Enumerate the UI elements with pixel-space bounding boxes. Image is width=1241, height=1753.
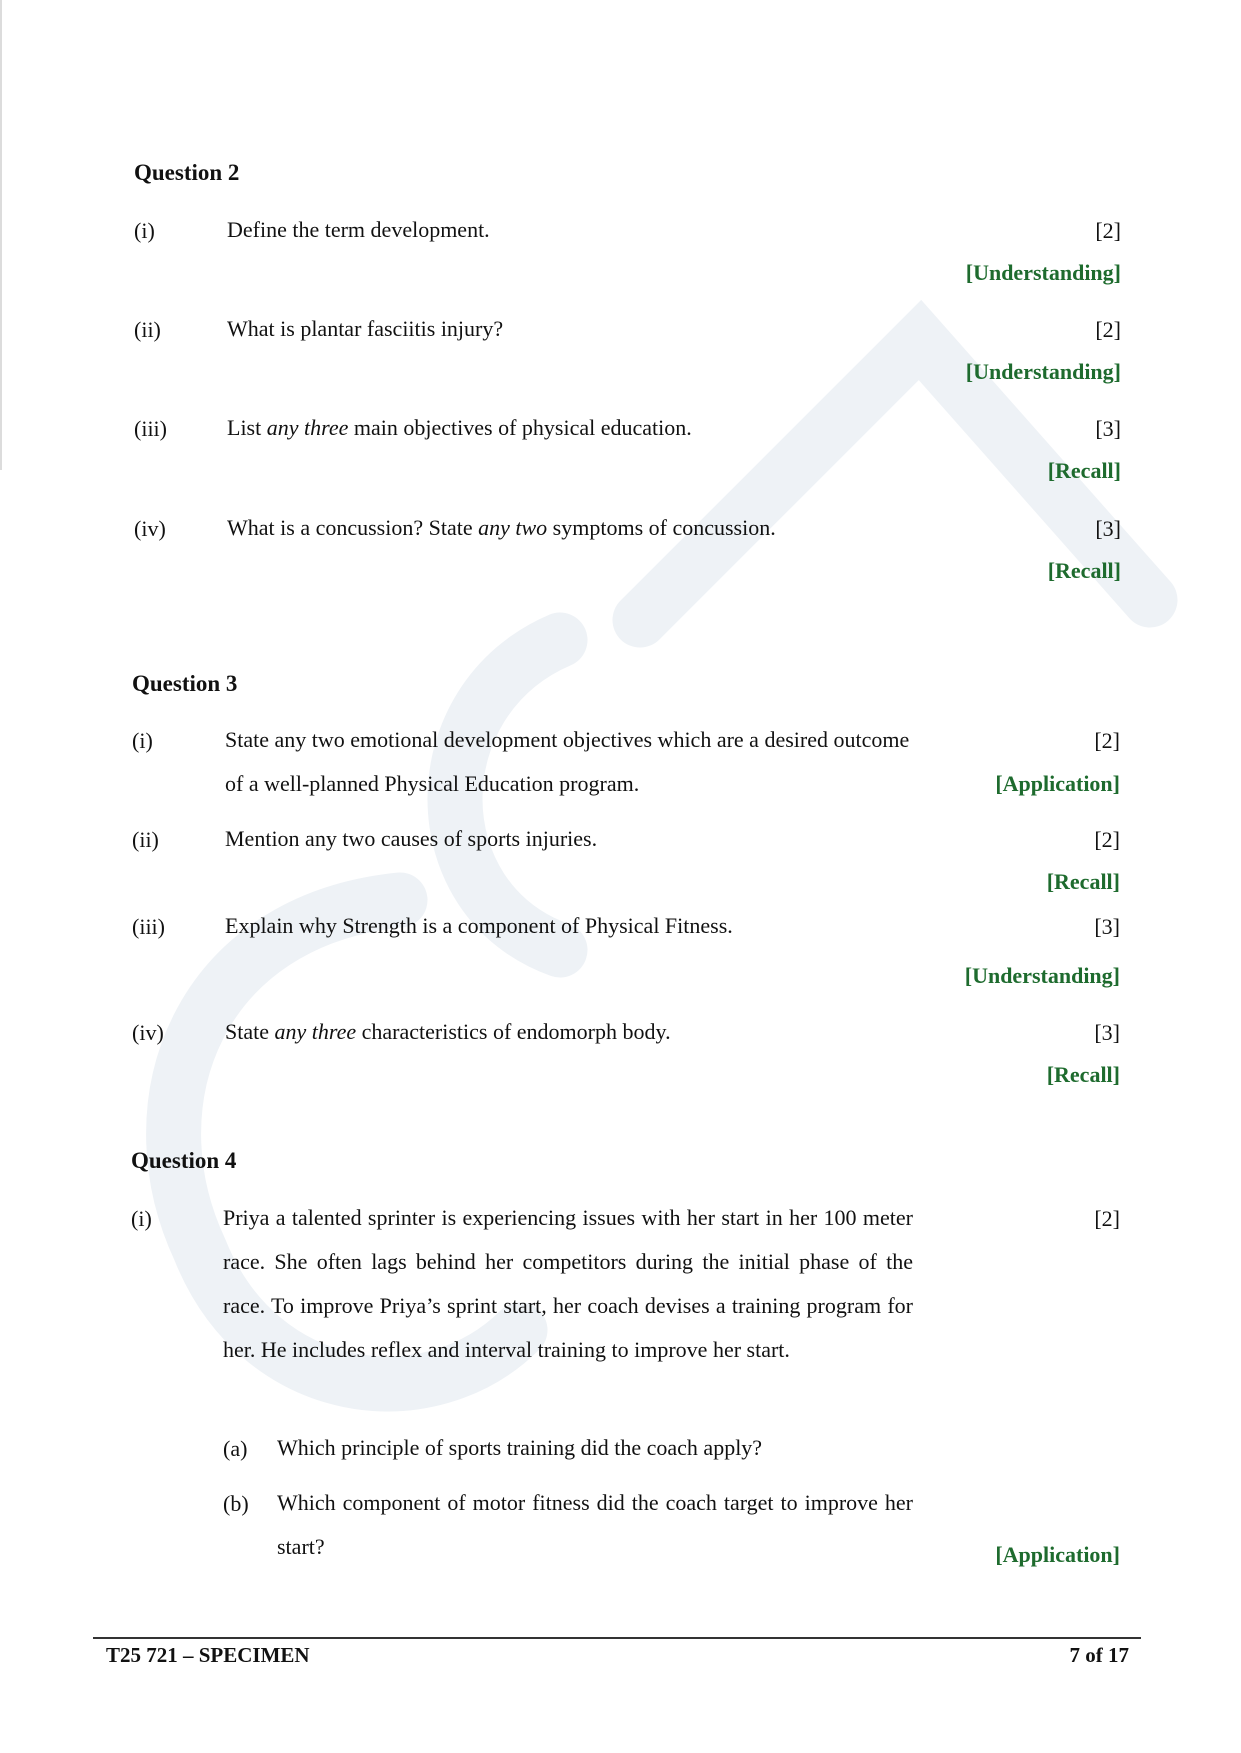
cognitive-level: [Recall]	[1046, 869, 1120, 894]
question-4-heading: Question 4	[131, 1148, 237, 1173]
question-2-heading: Question 2	[134, 160, 240, 185]
marks: [3]	[1095, 416, 1121, 441]
question-text: State any three characteristics of endomorph body.	[225, 1019, 671, 1044]
marks: [3]	[1094, 914, 1120, 939]
part-number: (i)	[131, 1206, 152, 1231]
question-3-heading: Question 3	[132, 671, 238, 696]
page-number: 7 of 17	[1069, 1643, 1129, 1667]
question-text: Define the term development.	[227, 217, 490, 242]
part-number: (i)	[134, 218, 155, 243]
question-text: Mention any two causes of sports injuries.	[225, 826, 598, 851]
question-text: List any three main objectives of physical education.	[227, 415, 692, 440]
part-number: (iv)	[134, 516, 166, 541]
part-number: (ii)	[132, 827, 159, 852]
marks: [2]	[1095, 218, 1121, 243]
cognitive-level: [Understanding]	[965, 359, 1121, 384]
marks: [3]	[1094, 1020, 1120, 1045]
question-text: State any two emotional development objectives which are a desired outcome of a well-planned Physical Education program.	[225, 727, 910, 796]
marks: [2]	[1094, 1206, 1120, 1231]
marks: [2]	[1094, 728, 1120, 753]
part-number: (ii)	[134, 317, 161, 342]
part-number: (iii)	[134, 416, 167, 441]
marks: [3]	[1095, 516, 1121, 541]
page-edge-line	[0, 0, 2, 470]
cognitive-level: [Understanding]	[965, 260, 1121, 285]
footer-divider	[93, 1637, 1141, 1639]
subpart-text: Which component of motor fitness did the coach target to improve her start?	[277, 1490, 913, 1559]
case-study-text: Priya a talented sprinter is experiencing issues with her start in her 100 meter race. She often lags behind her competitors during the initial phase of the race. To improve Priya’s sprint start, her coach devises a training program for her. He includes reflex and interval training to improve her start.	[223, 1205, 913, 1362]
part-number: (iii)	[132, 914, 165, 939]
cognitive-level: [Application]	[995, 771, 1120, 796]
cognitive-level: [Understanding]	[964, 963, 1120, 988]
subpart-text: Which principle of sports training did the coach apply?	[277, 1435, 763, 1460]
question-text: What is a concussion? State any two symptoms of concussion.	[227, 515, 776, 540]
cognitive-level: [Recall]	[1047, 558, 1121, 583]
question-text: Explain why Strength is a component of Physical Fitness.	[225, 913, 733, 938]
subpart-number: (b)	[223, 1491, 249, 1516]
cognitive-level: [Application]	[995, 1542, 1120, 1567]
paper-code: T25 721 – SPECIMEN	[106, 1643, 310, 1667]
marks: [2]	[1094, 827, 1120, 852]
subpart-number: (a)	[223, 1436, 248, 1461]
cognitive-level: [Recall]	[1046, 1062, 1120, 1087]
question-text: What is plantar fasciitis injury?	[227, 316, 504, 341]
cognitive-level: [Recall]	[1047, 458, 1121, 483]
part-number: (iv)	[132, 1020, 164, 1045]
marks: [2]	[1095, 317, 1121, 342]
part-number: (i)	[132, 728, 153, 753]
